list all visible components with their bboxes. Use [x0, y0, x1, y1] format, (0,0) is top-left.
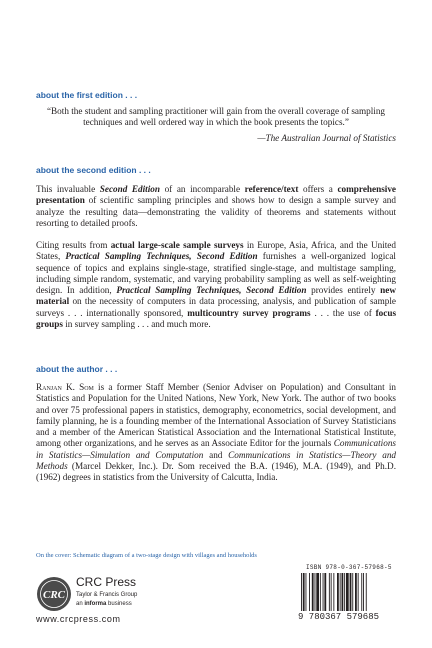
publisher-informa-line: an informa business — [76, 601, 132, 607]
cover-note: On the cover: Schematic diagram of a two-stage design with villages and households — [36, 552, 257, 559]
barcode-digits: 9 780367 579685 — [298, 612, 380, 622]
barcode-icon — [300, 573, 398, 615]
author-bio: Ranjan K. Som is a former Staff Member (Senior Adviser on Population) and Consultant in Statistics and Population for the United Nations, New York, New York. The author of two books and over 75 professional papers in statistics, demography, econometrics, social development, and family planning, he is a founding member of the International Association of Survey Statisticians and a member of the American Statistical Association and the International Statistical Institute, among other organizations, and he serves as an Associate Editor for the journals Communications in Statistics—Simulation and Computation and Communications in Statistics—Theory and Methods (Marcel Dekker, Inc.). Dr. Som received the B.A. (1946), M.A. (1949), and Ph.D. (1962) degrees in statistics from the University of Calcutta, India. — [36, 382, 397, 483]
second-edition-heading: about the second edition . . . — [36, 165, 151, 175]
quote-attribution: —The Australian Journal of Statistics — [257, 133, 396, 143]
publisher-group: Taylor & Francis Group — [76, 592, 138, 598]
svg-text:CRC: CRC — [42, 589, 66, 601]
crc-logo-icon — [36, 576, 72, 612]
author-heading: about the author . . . — [36, 364, 118, 374]
isbn-label: ISBN 978-0-367-57968-5 — [306, 564, 392, 571]
second-edition-paragraph-1: This invaluable Second Edition of an incomparable reference/text offers a comprehensive presentation of scientific sampling principles and shows how to design a sample survey and analyze the resulting data—demonstrating the validity of theorems and statements without resorting to detailed proofs. — [36, 184, 396, 228]
review-quote: “Both the student and sampling practitioner will gain from the overall coverage of sampling techniques and well ordered way in which the book presents the topics.” — [46, 106, 386, 128]
first-edition-heading: about the first edition . . . — [36, 90, 138, 100]
publisher-url: www.crcpress.com — [36, 614, 121, 624]
publisher-name: CRC Press — [76, 575, 137, 589]
second-edition-paragraph-2: Citing results from actual large-scale sample surveys in Europe, Asia, Africa, and the United States, Practical Sampling Techniques, Second Edition furnishes a well-organized logical sequence of topics and explains single-stage, stratified single-stage, and multistage sampling, including simple random, systematic, and varying probability sampling as well as self-weighting design. In addition, Practical Sampling Techniques, Second Edition provides entirely new material on the necessity of computers in data processing, analysis, and publication of sample surveys . . . internationally sponsored, multicountry survey programs . . . the use of focus groups in survey sampling . . . and much more. — [36, 240, 397, 330]
